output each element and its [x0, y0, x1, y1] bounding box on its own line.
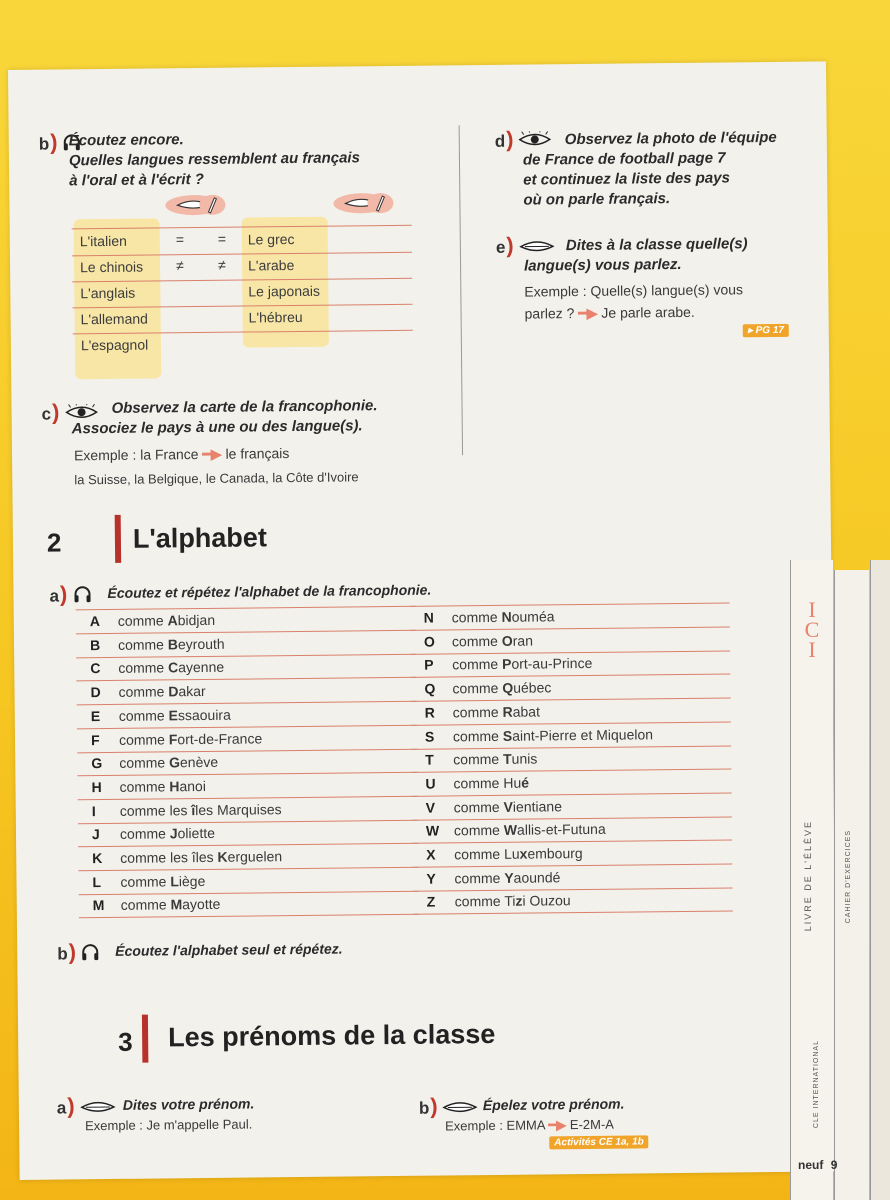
alphabet-letter: A [89, 613, 100, 630]
alphabet-letter: D [90, 684, 101, 701]
word-initial: E [168, 707, 178, 724]
exercise-b-label [57, 939, 101, 967]
word-prefix: comme [454, 869, 505, 887]
language-right: L'arabe [247, 257, 295, 274]
page-footer [798, 1158, 837, 1172]
alphabet-letter: G [91, 755, 103, 772]
word-prefix: comme [120, 896, 171, 914]
headphones-icon [81, 942, 101, 967]
word-prefix: comme [452, 679, 503, 697]
word-prefix: comme Lu [454, 845, 520, 863]
word-initial: W [503, 822, 518, 839]
paren-icon: ) [68, 939, 77, 965]
exercise-letter: b [418, 1098, 430, 1118]
word-rest: unis [511, 750, 538, 767]
example-result: Je parle arabe. [601, 303, 695, 321]
exercise-b-instruction [69, 127, 450, 191]
word-initial: Q [502, 679, 514, 696]
instruction-line: Quelles langues ressemblent au français [68, 149, 360, 170]
word-initial: A [167, 612, 178, 629]
word-rest: ouméa [511, 608, 555, 625]
alphabet-word [120, 848, 282, 866]
word-rest: ort-de-France [177, 729, 263, 747]
alphabet-letter: W [425, 822, 440, 839]
alphabet-letter: V [425, 799, 436, 816]
alphabet-word [454, 845, 583, 862]
word-initial: D [168, 683, 179, 700]
instruction-line: et continuez la liste des pays [523, 169, 730, 189]
word-rest: ayenne [178, 659, 225, 676]
paren-icon: ) [67, 1093, 75, 1119]
book-spine-cahier [834, 570, 869, 1200]
alphabet-word [453, 726, 653, 744]
exercise-e-label [496, 232, 555, 259]
alphabet-letter: H [91, 778, 102, 796]
word-prefix: comme [453, 751, 504, 768]
instruction-line: de France de football page 7 [522, 149, 726, 169]
exercise-c-example [74, 442, 290, 466]
word-prefix: comme [452, 703, 503, 721]
paren-icon: ) [430, 1093, 438, 1119]
alphabet-letter: O [423, 633, 435, 650]
word-prefix: comme [451, 632, 502, 650]
language-left: L'allemand [80, 310, 148, 328]
word-rest: ran [512, 632, 534, 649]
word-rest: embourg [527, 845, 583, 862]
word-prefix: comme les [119, 801, 192, 819]
page-number: 9 [830, 1158, 838, 1172]
word-prefix: comme [119, 778, 170, 795]
paren-icon: ) [506, 126, 514, 152]
alphabet-word [454, 821, 606, 839]
example-line: Exemple : Quelle(s) langue(s) vous [524, 281, 744, 300]
word-initial: L [170, 872, 179, 890]
word-initial: P [501, 656, 512, 673]
alphabet-word [118, 659, 224, 676]
alphabet-word [119, 730, 262, 747]
word-rest: iège [178, 872, 206, 889]
word-initial: S [502, 727, 513, 744]
word-rest: abat [512, 703, 540, 720]
example-result: le français [225, 445, 290, 462]
word-rest: allis-et-Futuna [516, 821, 606, 839]
paren-icon: ) [51, 399, 60, 425]
exercise-d-instruction-2 [523, 148, 804, 211]
exercise-d-label [495, 126, 553, 153]
word-prefix: comme [118, 707, 169, 724]
alphabet-word [452, 632, 533, 649]
alphabet-word [455, 893, 571, 910]
word-initial: é [521, 774, 530, 791]
pencil-icon [365, 192, 395, 219]
exercise-letter: a [56, 1098, 67, 1118]
exercise-letter: c [41, 404, 52, 424]
word-prefix: comme [119, 825, 170, 843]
word-prefix: comme Hu [453, 774, 522, 792]
word-initial: N [501, 608, 512, 625]
word-initial: Y [504, 869, 514, 886]
exercise-d-instruction [565, 128, 777, 150]
exercise-a-instruction: Dites votre prénom. [122, 1095, 255, 1113]
alphabet-letter: U [425, 775, 436, 792]
page-word: neuf [798, 1158, 824, 1172]
section-title: Les prénoms de la classe [167, 1018, 496, 1053]
alphabet-word [119, 706, 231, 723]
exercise-b-example [445, 1114, 614, 1138]
book-label: LIVRE DE L'ÉLÈVE [803, 820, 813, 932]
word-rest: ientiane [512, 797, 563, 815]
alphabet-word [118, 635, 225, 652]
word-rest: akar [178, 683, 206, 700]
word-prefix: comme Ti [454, 893, 516, 910]
exercise-e-example [524, 278, 743, 324]
textbook-page [8, 61, 838, 1180]
alphabet-word [121, 896, 221, 913]
word-prefix: comme [118, 730, 169, 748]
alphabet-word [453, 774, 529, 791]
section-title: L'alphabet [132, 522, 268, 554]
alphabet-letter: I [91, 802, 96, 819]
reference-tag: Activités CE 1a, 1b [549, 1135, 649, 1149]
word-initial: R [502, 703, 513, 720]
alphabet-word [120, 825, 215, 842]
alphabet-word [454, 869, 560, 886]
alphabet-word [452, 655, 592, 672]
alphabet-letter: Y [426, 870, 436, 887]
book-label: CAHIER D'EXERCICES [845, 830, 852, 924]
exercise-letter: d [494, 131, 506, 151]
word-prefix: comme [452, 656, 503, 673]
paren-icon: ) [59, 581, 68, 607]
word-rest: ort-au-Prince [511, 655, 593, 673]
alphabet-letter: K [92, 850, 103, 867]
symbol-left: = [175, 231, 185, 248]
example-result: E-2M-A [569, 1116, 614, 1133]
example-prefix: Exemple : la France [73, 446, 199, 464]
exercise-a-label [49, 581, 92, 609]
headphones-icon [72, 584, 92, 609]
word-rest: eyrouth [177, 635, 225, 652]
word-initial: K [217, 848, 228, 865]
word-rest: aoundé [513, 868, 561, 886]
alphabet-word [453, 751, 537, 768]
book-logo: I C I [804, 597, 820, 662]
alphabet-letter: L [92, 873, 102, 890]
word-rest: anoi [179, 777, 206, 795]
alphabet-word [120, 873, 205, 890]
exercise-b-instruction: Écoutez l'alphabet seul et répétez. [115, 940, 343, 959]
alphabet-word [452, 679, 551, 696]
word-rest: ayotte [182, 896, 221, 913]
alphabet-word [454, 798, 562, 815]
language-row [73, 330, 413, 360]
exercise-b-instruction: Épelez votre prénom. [482, 1095, 625, 1114]
exercise-letter: b [57, 944, 68, 964]
symbol-left: ≠ [175, 257, 184, 274]
instruction-line: Dites à la classe quelle(s) [565, 235, 748, 255]
alphabet-letter: M [92, 897, 105, 914]
language-right: Le grec [247, 231, 295, 248]
alphabet-word [118, 612, 215, 629]
word-prefix: comme [453, 822, 504, 839]
section-number: 3 [118, 1026, 133, 1057]
word-prefix: comme [118, 659, 169, 677]
word-initial: O [501, 632, 513, 649]
word-prefix: comme [119, 754, 170, 772]
exercise-c-instruction-2 [72, 415, 452, 439]
alphabet-letter: P [424, 656, 434, 674]
alphabet-letter: S [424, 728, 435, 745]
alphabet-word [453, 703, 540, 720]
example-prefix: Exemple : EMMA [445, 1117, 545, 1134]
alphabet-word [119, 754, 218, 771]
section-bar [115, 515, 122, 563]
word-initial: T [502, 750, 512, 768]
word-initial: F [168, 730, 178, 747]
exercise-letter: e [495, 237, 506, 257]
alphabet-letter: Q [424, 680, 436, 697]
alphabet-word [452, 608, 555, 625]
book-stack [790, 560, 890, 1200]
word-rest: les Marquises [195, 800, 282, 818]
word-rest: enève [179, 754, 219, 771]
instruction-line: Observez la photo de l'équipe [564, 128, 777, 149]
word-prefix: comme [452, 727, 503, 744]
exercise-e-instruction-2 [524, 255, 682, 277]
alphabet-word [119, 778, 206, 795]
country-list: la Suisse, la Belgique, le Canada, la Côte d'Ivoire [74, 469, 359, 488]
instruction-line: langue(s) vous parlez. [523, 255, 682, 275]
word-initial: z [515, 893, 523, 910]
word-initial: B [167, 635, 179, 653]
symbol-right: ≠ [217, 256, 226, 273]
alphabet-row [413, 888, 733, 915]
word-rest: aint-Pierre et Miquelon [512, 725, 654, 744]
word-rest: oliette [177, 825, 216, 842]
alphabet-row [79, 891, 419, 919]
instruction-line: où on parle français. [523, 190, 671, 209]
alphabet-letter: B [89, 636, 101, 653]
instruction-line: Écoutez encore. [68, 131, 184, 150]
section-number: 2 [46, 527, 62, 558]
word-initial: V [503, 798, 513, 815]
word-initial: G [168, 754, 181, 771]
word-initial: M [170, 896, 183, 913]
word-rest: bidjan [177, 611, 216, 629]
exercise-a-instruction: Écoutez et répétez l'alphabet de la francophonie. [107, 581, 432, 601]
exercise-a-example: Exemple : Je m'appelle Paul. [84, 1116, 253, 1134]
instruction-line: Associez le pays à une ou des langue(s). [71, 417, 363, 438]
alphabet-letter: R [424, 704, 435, 721]
mouth-icon [518, 238, 554, 258]
word-prefix: comme [118, 683, 169, 700]
book-spine [870, 560, 890, 1200]
alphabet-letter: F [90, 731, 100, 748]
word-initial: x [519, 845, 528, 862]
language-right: L'hébreu [248, 308, 303, 326]
word-prefix: comme [453, 798, 504, 815]
word-prefix: comme [117, 636, 168, 653]
symbol-right: = [217, 230, 227, 247]
word-rest: ssaouira [177, 706, 231, 724]
word-prefix: comme les îles [120, 848, 218, 866]
book-spine-livre [790, 560, 833, 1200]
arrow-icon: ━▶ [578, 304, 598, 322]
paren-icon: ) [50, 129, 58, 155]
language-left: L'espagnol [80, 336, 149, 354]
alphabet-letter: C [90, 660, 101, 677]
word-initial: C [167, 659, 179, 676]
example-prefix: parlez ? [524, 305, 575, 322]
alphabet-letter: E [90, 707, 101, 724]
word-initial: î [191, 801, 196, 818]
alphabet-letter: N [423, 609, 434, 626]
alphabet-letter: T [425, 751, 434, 768]
language-left: L'anglais [80, 284, 136, 302]
word-prefix: comme [117, 612, 168, 629]
word-rest: uébec [513, 679, 552, 696]
word-initial: J [169, 825, 178, 842]
reference-tag: ▸ PG 17 [743, 324, 789, 337]
alphabet-word [118, 683, 205, 700]
arrow-icon: ━▶ [548, 1117, 567, 1133]
section-bar [142, 1015, 149, 1063]
alphabet-word [120, 801, 282, 819]
alphabet-letter: J [91, 826, 100, 843]
word-rest: i Ouzou [522, 892, 571, 910]
arrow-icon: ━▶ [202, 445, 222, 462]
word-prefix: comme [451, 608, 502, 626]
language-left: L'italien [79, 232, 127, 250]
pencil-icon [197, 194, 227, 221]
instruction-line: Observez la carte de la francophonie. [111, 397, 378, 417]
instruction-line: à l'oral et à l'écrit ? [69, 170, 204, 190]
alphabet-letter: X [426, 846, 436, 863]
alphabet-letter: Z [426, 893, 436, 911]
language-left: Le chinois [79, 258, 144, 276]
word-rest: erguelen [227, 848, 283, 865]
exercise-letter: a [49, 586, 60, 606]
exercise-e-instruction [566, 234, 748, 256]
exercise-letter: b [38, 134, 50, 154]
word-initial: H [169, 778, 180, 795]
language-right: Le japonais [248, 282, 321, 300]
book-publisher: CLE INTERNATIONAL [813, 1040, 820, 1129]
word-prefix: comme [120, 873, 171, 890]
paren-icon: ) [506, 232, 514, 258]
